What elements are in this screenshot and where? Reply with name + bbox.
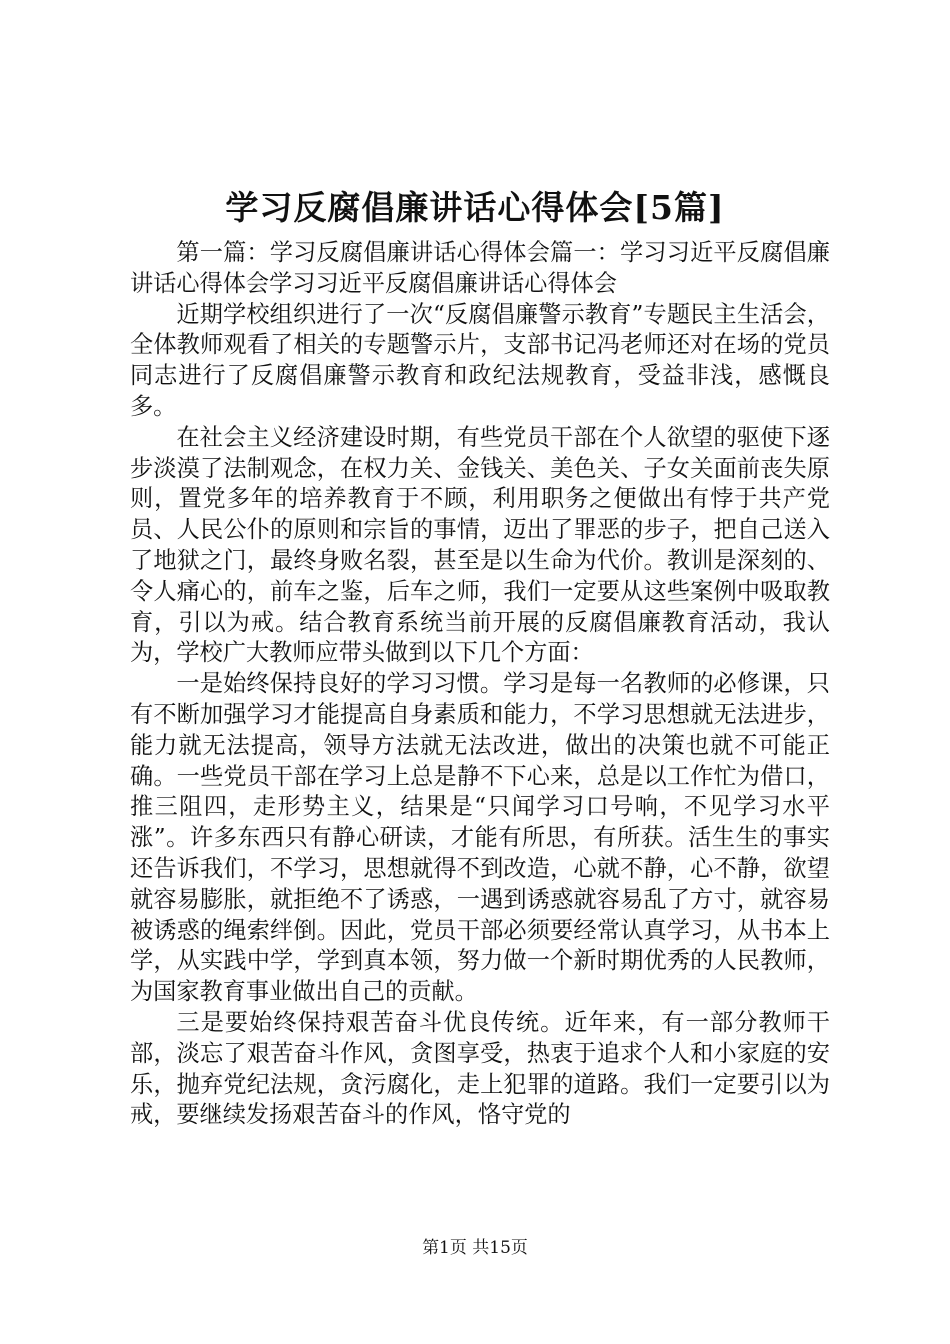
paragraph-1: 第一篇：学习反腐倡廉讲话心得体会篇一：学习习近平反腐倡廉讲话心得体会学习习近平反腐倡廉讲话心得体会 [130,239,830,297]
paragraph-5: 三是要始终保持艰苦奋斗优良传统。近年来，有一部分教师干部，淡忘了艰苦奋斗作风，贪图享受，热衷于追求个人和小家庭的安乐，抛弃党纪法规，贪污腐化，走上犯罪的道路。我们一定要引以为戒，要继续发扬艰苦奋斗的作风，恪守党的 [130,1008,830,1129]
document-body [130,238,830,1131]
paragraph-3: 在社会主义经济建设时期，有些党员干部在个人欲望的驱使下逐步淡漠了法制观念，在权力关、金钱关、美色关、子女关面前丧失原则，置党多年的培养教育于不顾，利用职务之便做出有悖于共产党员、人民公仆的原则和宗旨的事情，迈出了罪恶的步子，把自己送入了地狱之门，最终身败名裂，甚至是以生命为代价。教训是深刻的、令人痛心的，前车之鉴，后车之师，我们一定要从这些案例中吸取教育，引以为戒。结合教育系统当前开展的反腐倡廉教育活动，我认为，学校广大教师应带头做到以下几个方面： [130,423,830,667]
document-title: 学习反腐倡廉讲话心得体会[5篇] [225,188,725,227]
paragraph-2: 近期学校组织进行了一次“反腐倡廉警示教育”专题民主生活会，全体教师观看了相关的专题警示片，支部书记冯老师还对在场的党员同志进行了反腐倡廉警示教育和政纪法规教育，受益非浅，感慨良多。 [130,300,830,420]
page-number-footer: 第1页 共15页 [422,1238,528,1258]
paragraph-4: 一是始终保持良好的学习习惯。学习是每一名教师的必修课，只有不断加强学习才能提高自身素质和能力，不学习思想就无法进步，能力就无法提高，领导方法就无法改进，做出的决策也就不可能正确。一些党员干部在学习上总是静不下心来，总是以工作忙为借口，推三阻四，走形势主义，结果是“只闻学习口号响，不见学习水平涨”。许多东西只有静心研读，才能有所思，有所获。活生生的事实还告诉我们，不学习，思想就得不到改造，心就不静，心不静，欲望就容易膨胀，就拒绝不了诱惑，一遇到诱惑就容易乱了方寸，就容易被诱惑的绳索绊倒。因此，党员干部必须要经常认真学习，从书本上学，从实践中学，学到真本领，努力做一个新时期优秀的人民教师，为国家教育事业做出自己的贡献。 [130,670,830,1006]
